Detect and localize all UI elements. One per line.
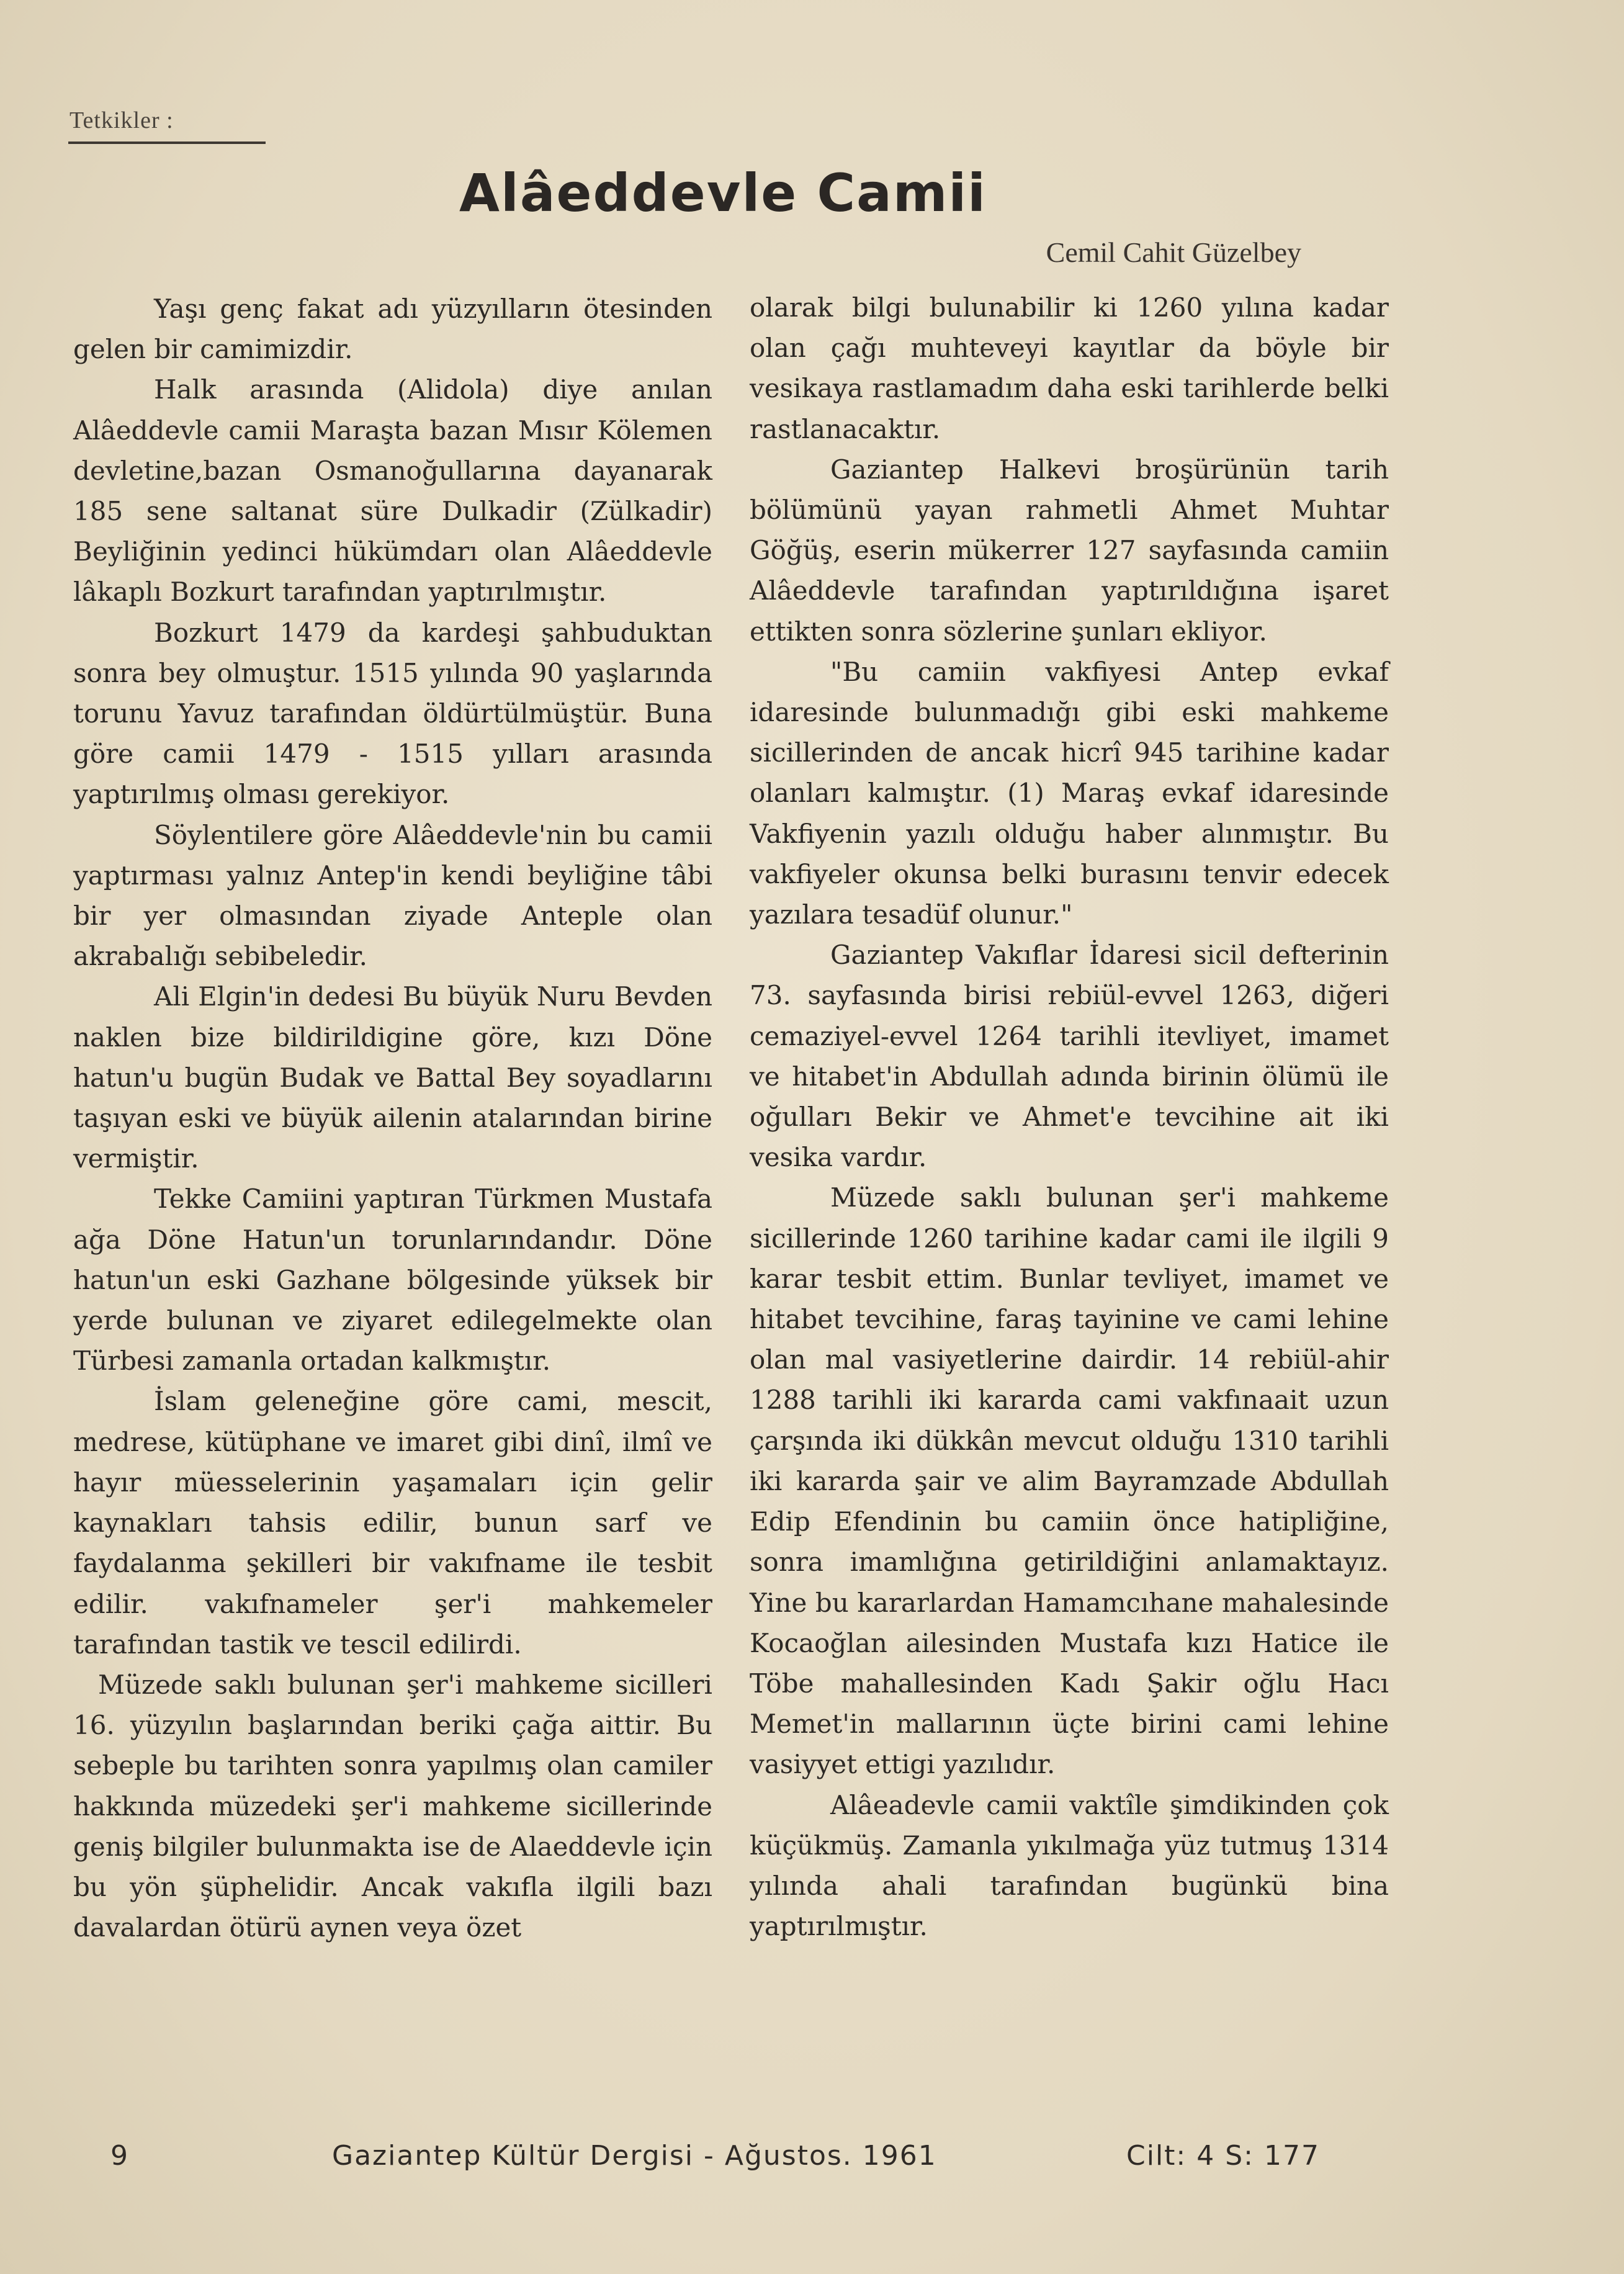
article-author: Cemil Cahit Güzelbey [1046, 236, 1301, 268]
paragraph: Alâeadevle camii vaktîle şimdikinden çok küçükmüş. Zamanla yıkılmağa yüz tutmuş 1314 yılında ahali tarafından bugünkü bina yaptırılmıştır. [750, 1789, 1389, 1942]
paragraph: "Bu camiin vakfiyesi Antep evkaf idaresinde bulunmadığı gibi eski mahkeme sicillerinden de ancak hicrî 945 tarihine kadar olanları kalmıştır. (1) Maraş evkaf idaresinde Vakfiyenin yazılı olduğu haber alınmıştır. Bu vakfiyeler okunsa belki burasını tenvir edecek yazılara tesadüf olunur." [750, 656, 1389, 930]
section-underline [68, 142, 266, 144]
right-column [750, 287, 1389, 1946]
paragraph: Ali Elgin'in dedesi Bu büyük Nuru Bevden naklen bize bildirildigine göre, kızı Döne hatun'u bugün Budak ve Battal Bey soyadlarını taşıyan eski ve büyük ailenin atalarından birine vermiştir. [73, 981, 712, 1174]
article-title: Alâeddevle Camii [459, 163, 987, 223]
section-label: Tetkikler : [70, 107, 174, 133]
paragraph: Söylentilere göre Alâeddevle'nin bu camii yaptırması yalnız Antep'in kendi beyliğine tâbi bir yer olmasından ziyade Anteple olan akrabalığı sebibeledir. [73, 819, 712, 972]
volume-info: Cilt: 4 S: 177 [1126, 2140, 1320, 2172]
page-number: 9 [110, 2140, 128, 2172]
magazine-name: Gaziantep Kültür Dergisi - Ağustos. 1961 [332, 2140, 937, 2172]
paragraph: Gaziantep Vakıflar İdaresi sicil defterinin 73. sayfasında birisi rebiül-evvel 1263, diğeri cemaziyel-evvel 1264 tarihli itevliyet, imamet ve hitabet'in Abdullah adında birinin ölümü ile oğulları Bekir ve Ahmet'e tevcihine ait iki vesika vardır. [750, 940, 1389, 1173]
left-column [73, 289, 712, 1948]
paragraph: Müzede saklı bulunan şer'i mahkeme sicilleri 16. yüzyılın başlarından beriki çağa aittir. Bu sebeple bu tarihten sonra yapılmış olan camiler hakkında müzedeki şer'i mahkeme sicillerinde geniş bilgiler bulunmakta ise de Alaeddevle için bu yön şüphelidir. Ancak vakıfla ilgili bazı davalardan ötürü aynen veya özet [73, 1669, 712, 1943]
paragraph: Gaziantep Halkevi broşürünün tarih bölümünü yayan rahmetli Ahmet Muhtar Göğüş, eserin mükerrer 127 sayfasında camiin Alâeddevle tarafından yaptırıldığına işaret ettikten sonra sözlerine şunları ekliyor. [750, 454, 1389, 647]
paragraph: Tekke Camiini yaptıran Türkmen Mustafa ağa Döne Hatun'un torunlarındandır. Döne hatun'un eski Gazhane bölgesinde yüksek bir yerde bulunan ve ziyaret edilegelmekte olan Türbesi zamanla ortadan kalkmıştır. [73, 1184, 712, 1377]
paragraph: İslam geleneğine göre cami, mescit, medrese, kütüphane ve imaret gibi dinî, ilmî ve hayır müesselerinin yaşamaları için gelir kaynakları tahsis edilir, bunun sarf ve faydalanma şekilleri bir vakıfname ile tesbit edilir. vakıfnameler şer'i mahkemeler tarafından tastik ve tescil edilirdi. [73, 1386, 712, 1660]
paragraph: Müzede saklı bulunan şer'i mahkeme sicillerinde 1260 tarihine kadar cami ile ilgili 9 karar tesbit ettim. Bunlar tevliyet, imamet ve hitabet tevcihine, faraş tayinine ve cami lehine olan mal vasiyetlerine dairdir. 14 rebiül-ahir 1288 tarihli iki kararda cami vakfınaait uzun çarşında iki dükkân mevcut olduğu 1310 tarihli iki kararda şair ve alim Bayramzade Abdullah Edip Efendinin bu camiin önce hatipliğine, sonra imamlığına getirildiğini anlamaktayız. Yine bu kararlardan Hamamcıhane mahalesinde Kocaoğlan ailesinden Mustafa kızı Hatice ile Töbe mahallesinden Kadı Şakir oğlu Hacı Memet'in mallarının üçte birini cami lehine vasiyyet ettigi yazılıdır. [750, 1182, 1389, 1780]
paragraph: olarak bilgi bulunabilir ki 1260 yılına kadar olan çağı muhteveyi kayıtlar da böyle bir vesikaya rastlamadım daha eski tarihlerde belki rastlanacaktır. [750, 292, 1389, 444]
paragraph: Yaşı genç fakat adı yüzyılların ötesinden gelen bir camimizdir. [73, 294, 712, 365]
page-footer [0, 2140, 1624, 2177]
paragraph: Halk arasında (Alidola) diye anılan Alâeddevle camii Maraşta bazan Mısır Kölemen devletine,bazan Osmanoğullarına dayanarak 185 sene saltanat süre Dulkadir (Zülkadir) Beyliğinin yedinci hükümdarı olan Alâeddevle lâkaplı Bozkurt tarafından yaptırılmıştır. [73, 374, 712, 608]
paragraph: Bozkurt 1479 da kardeşi şahbuduktan sonra bey olmuştur. 1515 yılında 90 yaşlarında torunu Yavuz tarafından öldürtülmüştür. Buna göre camii 1479 - 1515 yılları arasında yaptırılmış olması gerekiyor. [73, 617, 712, 810]
